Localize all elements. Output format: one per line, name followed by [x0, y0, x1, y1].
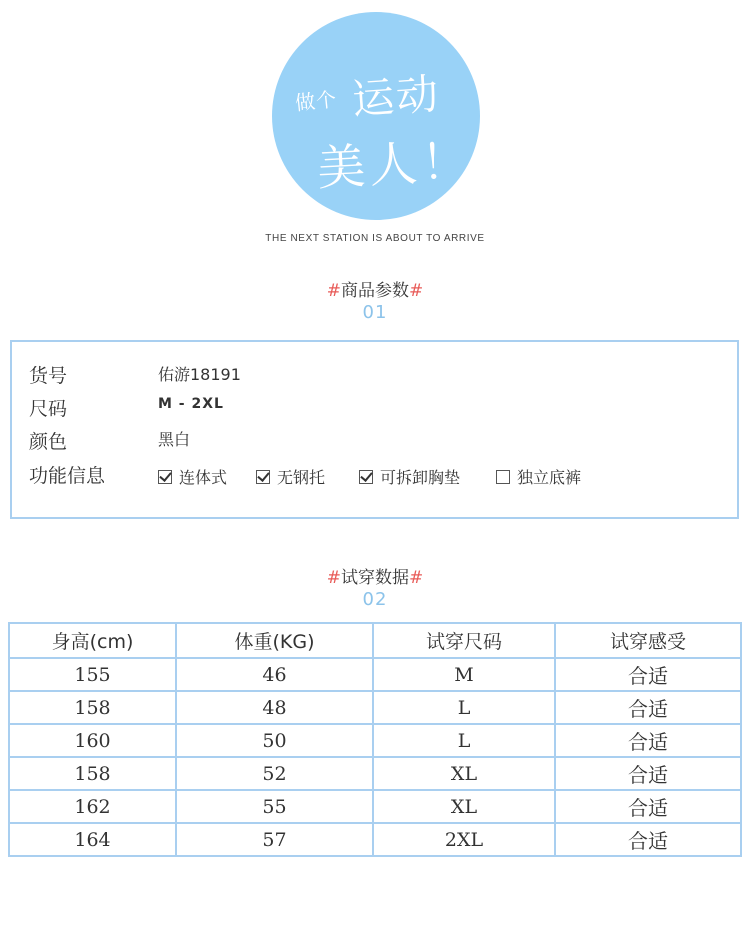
cell-height: 164	[9, 823, 176, 856]
hero-text-small: 做个	[294, 86, 339, 116]
table-row	[9, 823, 741, 856]
cell-weight: 48	[176, 691, 373, 724]
cell-feel: 合适	[555, 658, 741, 691]
checkbox-checked-icon	[158, 470, 172, 484]
features-label: 功能信息	[29, 465, 106, 487]
cell-size: XL	[373, 757, 555, 790]
hero-text-line2: 美人！	[315, 132, 475, 198]
cell-weight: 55	[176, 790, 373, 823]
feature-no-underwire	[256, 465, 325, 488]
table-row	[9, 757, 741, 790]
table-row	[9, 790, 741, 823]
checkbox-checked-icon	[256, 470, 270, 484]
params-panel	[10, 340, 739, 519]
header-size: 试穿尺码	[373, 623, 555, 658]
cell-feel: 合适	[555, 823, 741, 856]
table-row	[9, 724, 741, 757]
cell-weight: 52	[176, 757, 373, 790]
cell-weight: 57	[176, 823, 373, 856]
cell-size: M	[373, 658, 555, 691]
cell-size: L	[373, 724, 555, 757]
cell-height: 158	[9, 757, 176, 790]
section-title-params	[0, 276, 750, 301]
cell-size: L	[373, 691, 555, 724]
item-no-label: 货号	[29, 365, 68, 387]
hash-mark: #	[326, 568, 341, 588]
size-label: 尺码	[29, 398, 68, 420]
feature-removable-pads	[359, 465, 460, 488]
table-header-row	[9, 623, 741, 658]
feature-label: 可拆卸胸垫	[380, 468, 461, 487]
checkbox-checked-icon	[359, 470, 373, 484]
feature-one-piece	[158, 465, 227, 488]
cell-height: 158	[9, 691, 176, 724]
size-value: M - 2XL	[158, 396, 224, 412]
color-value: 黑白	[158, 430, 191, 449]
color-label: 颜色	[29, 431, 68, 453]
hero-text-line1: 运动	[350, 68, 442, 125]
cell-height: 162	[9, 790, 176, 823]
feature-label: 无钢托	[277, 468, 326, 487]
cell-height: 155	[9, 658, 176, 691]
cell-weight: 46	[176, 658, 373, 691]
hash-mark: #	[326, 281, 341, 301]
table-row	[9, 658, 741, 691]
checkbox-unchecked-icon	[496, 470, 510, 484]
header-feel: 试穿感受	[555, 623, 741, 658]
header-weight: 体重(KG)	[176, 623, 373, 658]
cell-size: XL	[373, 790, 555, 823]
feature-label: 独立底裤	[517, 468, 582, 487]
hash-mark: #	[409, 568, 424, 588]
section-title-text: 试穿数据	[341, 568, 409, 588]
section-number: 01	[362, 302, 388, 323]
cell-feel: 合适	[555, 724, 741, 757]
section-number: 02	[362, 589, 388, 610]
cell-weight: 50	[176, 724, 373, 757]
section-title-text: 商品参数	[341, 281, 409, 301]
hash-mark: #	[409, 281, 424, 301]
cell-feel: 合适	[555, 790, 741, 823]
item-no-value: 佑游18191	[158, 365, 241, 384]
feature-separate-bottom	[496, 465, 581, 488]
cell-height: 160	[9, 724, 176, 757]
header-height: 身高(cm)	[9, 623, 176, 658]
section-title-fit	[0, 563, 750, 588]
tagline: THE NEXT STATION IS ABOUT TO ARRIVE	[265, 233, 485, 244]
table-row	[9, 691, 741, 724]
feature-label: 连体式	[179, 468, 228, 487]
cell-feel: 合适	[555, 757, 741, 790]
cell-feel: 合适	[555, 691, 741, 724]
fit-table	[8, 622, 742, 857]
cell-size: 2XL	[373, 823, 555, 856]
